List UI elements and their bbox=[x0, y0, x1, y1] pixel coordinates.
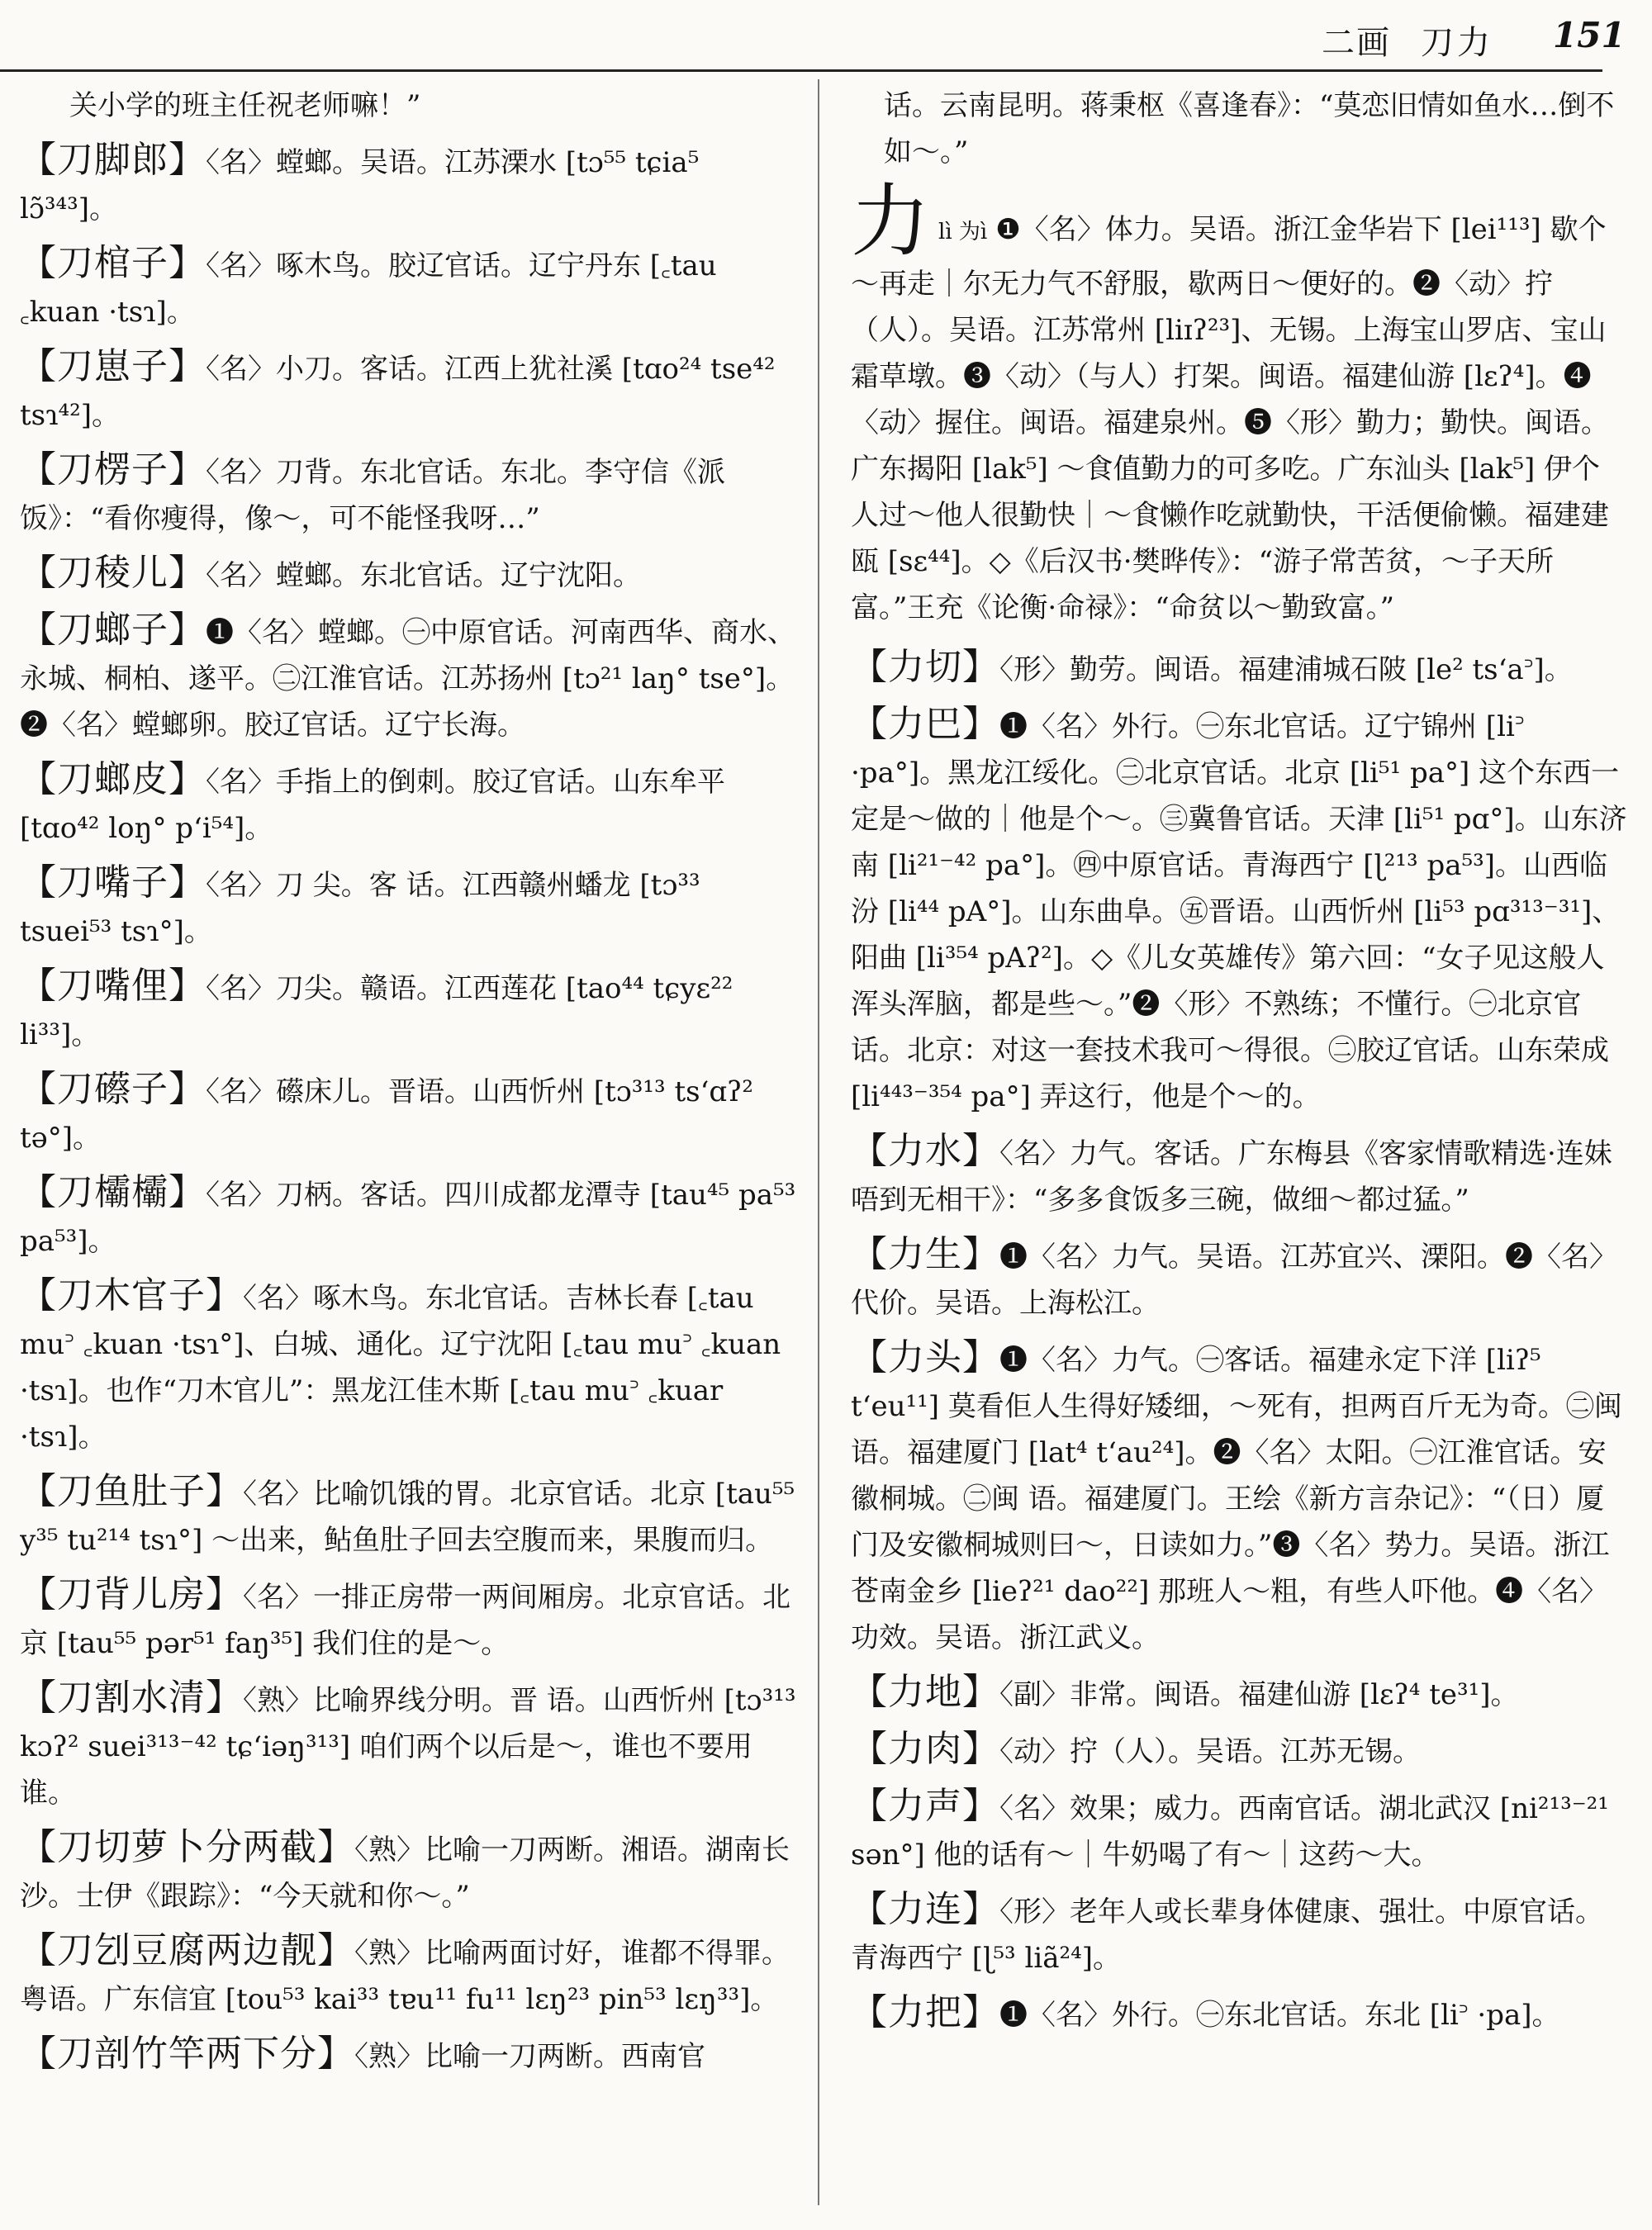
dictionary-entry bbox=[20, 1675, 796, 1816]
dictionary-entry bbox=[851, 1669, 1627, 1718]
entry-headword: 【力水】 bbox=[851, 1130, 999, 1172]
dictionary-entry bbox=[851, 1886, 1627, 1981]
entry-headword: 【力巴】 bbox=[851, 703, 999, 745]
dictionary-entry bbox=[20, 447, 796, 542]
entry-definition: 〈名〉刀柄。客话。四川成都龙潭寺 [tau⁴⁵ pa⁵³ pa⁵³]。 bbox=[20, 1179, 796, 1258]
dictionary-entry bbox=[20, 1273, 796, 1460]
entry-headword: 【刀螂皮】 bbox=[20, 758, 206, 800]
entry-headword: 【力连】 bbox=[851, 1888, 999, 1930]
entry-headword: 【刀稜儿】 bbox=[20, 552, 206, 594]
entry-definition: 〈名〉礤床儿。晋语。山西忻州 [tɔ³¹³ ts‘ɑʔ² tə°]。 bbox=[20, 1075, 754, 1155]
entry-headword: 【刀刉豆腐两边靓】 bbox=[20, 1929, 354, 1971]
entry-headword: 【刀切萝卜分两截】 bbox=[20, 1826, 354, 1868]
entry-headword: 【刀割水清】 bbox=[20, 1677, 243, 1719]
entry-definition: 〈动〉拧（人）。吴语。江苏无锡。 bbox=[999, 1735, 1421, 1768]
dictionary-entry bbox=[20, 757, 796, 852]
left-column bbox=[20, 76, 796, 2222]
entry-definition: 〈形〉勤劳。闽语。福建浦城石陂 [le² ts‘a꜄]。 bbox=[999, 653, 1573, 686]
header-section: 二画 bbox=[1322, 24, 1391, 62]
entry-headword: 【刀崽子】 bbox=[20, 345, 206, 387]
entry-definition: ❶〈名〉力气。吴语。江苏宜兴、溧阳。❷〈名〉代价。吴语。上海松江。 bbox=[851, 1241, 1617, 1320]
dictionary-entry bbox=[851, 1726, 1627, 1775]
entry-headword: 【力地】 bbox=[851, 1671, 999, 1713]
header-rule bbox=[0, 69, 1602, 72]
entry-definition: 〈名〉效果；威力。西南官话。湖北武汉 [ni²¹³⁻²¹ sən°] 他的话有～｜牛奶喝了有～｜这药～大。 bbox=[851, 1792, 1609, 1872]
page-number: 151 bbox=[1553, 15, 1626, 55]
dictionary-entry bbox=[851, 1335, 1627, 1661]
entry-definition: ❶〈名〉力气。㊀客话。福建永定下洋 [liʔ⁵ t‘eu¹¹] 莫看佢人生得好矮细，～死有，担两百斤无为奇。㊁闽语。福建厦门 [lat⁴ t‘au²⁴]。❷〈名〉太阳。㊀江淮官话。安徽桐城。㊁闽 语。福建厦门。王绘《新方言杂记》：“（日）厦门及安徽桐城则曰～，日读如力。”❸〈名〉势力。吴语。浙江苍南金乡 [lieʔ²¹ dao²²] 那班人～粗，有些人吓他。❹〈名〉功效。吴语。浙江武义。 bbox=[851, 1344, 1622, 1654]
character-definition: ❶〈名〉体力。吴语。浙江金华岩下 [lei¹¹³] 歇个～再走｜尔无力气不舒服，歇两日～便好的。❷〈动〉拧（人）。吴语。江苏常州 [liɪʔ²³]、无锡。上海宝山罗店、宝山霜草墩。❸〈动〉（与人）打架。闽语。福建仙游 [lɛʔ⁴]。❹〈动〉握住。闽语。福建泉州。❺〈形〉勤力；勤快。闽语。广东揭阳 [lak⁵] ～食值勤力的可多吃。广东汕头 [lak⁵] 伊个人过～他人很勤快｜～食懒作吃就勤快，干活便偷懒。福建建瓯 [sɛ⁴⁴]。◇《后汉书·樊晔传》：“游子常苦贫，～子天所富。”王充《论衡·命禄》：“命贫以～勤致富。” bbox=[851, 213, 1609, 624]
dictionary-entry bbox=[20, 1170, 796, 1264]
entry-definition: 〈名〉刀尖。赣语。江西莲花 [tao⁴⁴ tɕyɛ²² li³³]。 bbox=[20, 972, 733, 1051]
entry-definition: 〈熟〉比喻界线分明。晋 语。山西忻州 [tɔ³¹³ kɔʔ² suei³¹³⁻⁴² tɕ‘iəŋ³¹³] 咱们两个以后是～，谁也不要用谁。 bbox=[20, 1684, 796, 1810]
left-entry-list bbox=[20, 137, 796, 2080]
entry-definition: 〈名〉啄木鸟。东北官话。吉林长春 [꜀tau mu꜄ ꜀kuan ·tsɿ°]、白城、通化。辽宁沈阳 [꜀tau mu꜄ ꜀kuan ·tsɿ]。也作“刀木官儿”：黑龙江佳木斯 [꜀tau mu꜄ ꜀kuar ·tsɿ]。 bbox=[20, 1282, 781, 1454]
dictionary-entry bbox=[851, 1231, 1627, 1326]
entry-definition: 〈名〉螳螂。吴语。江苏溧水 [tɔ⁵⁵ tɕia⁵ lɔ̃³⁴³]。 bbox=[20, 146, 700, 225]
column-divider bbox=[818, 79, 819, 2205]
entry-definition: 〈熟〉比喻一刀两断。西南官 bbox=[354, 2040, 705, 2073]
dictionary-entry bbox=[20, 1066, 796, 1161]
dictionary-entry bbox=[20, 344, 796, 439]
entry-headword: 【刀鱼肚子】 bbox=[20, 1470, 243, 1512]
entry-headword: 【刀棺子】 bbox=[20, 242, 206, 284]
dictionary-entry bbox=[20, 1928, 796, 2023]
dictionary-entry bbox=[20, 607, 796, 748]
entry-headword: 【刀脚郎】 bbox=[20, 139, 206, 181]
character-headword: 力 bbox=[851, 175, 930, 268]
dictionary-entry bbox=[20, 1572, 796, 1667]
entry-definition: 〈熟〉比喻两面讨好，谁都不得罪。粤语。广东信宜 [tou⁵³ kai³³ tɐu¹¹ fu¹¹ lɛŋ²³ pin⁵³ lɛŋ³³]。 bbox=[20, 1937, 790, 2016]
running-head bbox=[0, 0, 1652, 76]
continuation-text: 关小学的班主任祝老师嘛！” bbox=[69, 89, 421, 122]
entry-headword: 【刀楞子】 bbox=[20, 448, 206, 491]
dictionary-entry bbox=[20, 550, 796, 599]
entry-headword: 【刀螂子】 bbox=[20, 609, 206, 651]
entry-definition: ❶〈名〉外行。㊀东北官话。东北 [li꜄ ·pa]。 bbox=[999, 1999, 1560, 2032]
dictionary-entry bbox=[851, 701, 1627, 1120]
entry-headword: 【刀木官子】 bbox=[20, 1274, 243, 1317]
entry-definition: 〈名〉比喻饥饿的胃。北京官话。北京 [tau⁵⁵ y³⁵ tu²¹⁴ tsɿ°] ～出来，鲇鱼肚子回去空腹而来，果腹而归。 bbox=[20, 1478, 795, 1557]
dictionary-entry bbox=[851, 1128, 1627, 1223]
entry-definition: 〈名〉刀背。东北官话。东北。李守信《派饭》：“看你瘦得，像～，可不能怪我呀…” bbox=[20, 456, 725, 535]
entry-definition: 〈熟〉比喻一刀两断。湘语。湖南长沙。士伊《跟踪》：“今天就和你～。” bbox=[20, 1834, 790, 1913]
entry-definition: 〈名〉力气。客话。广东梅县《客家情歌精选·连妹唔到无相干》：“多多食饭多三碗，做细～都过猛。” bbox=[851, 1137, 1612, 1217]
dictionary-entry bbox=[851, 1783, 1627, 1878]
dictionary-entry bbox=[20, 963, 796, 1058]
entry-headword: 【力生】 bbox=[851, 1233, 999, 1275]
dictionary-entry bbox=[20, 240, 796, 335]
entry-headword: 【刀嘴子】 bbox=[20, 861, 206, 904]
character-phonetic: lì 为ì bbox=[938, 220, 988, 244]
dictionary-entry bbox=[851, 1990, 1627, 2038]
entry-definition: 〈名〉小刀。客话。江西上犹社溪 [tɑo²⁴ tse⁴² tsɿ⁴²]。 bbox=[20, 353, 776, 432]
entry-headword: 【刀背儿房】 bbox=[20, 1573, 243, 1616]
dictionary-entry bbox=[20, 137, 796, 232]
right-column bbox=[851, 76, 1627, 2222]
entry-headword: 【刀欛欛】 bbox=[20, 1171, 206, 1213]
dictionary-entry bbox=[20, 2031, 796, 2080]
entry-headword: 【力声】 bbox=[851, 1785, 999, 1827]
dictionary-entry bbox=[20, 1468, 796, 1563]
entry-headword: 【力肉】 bbox=[851, 1728, 999, 1770]
entry-headword: 【刀剖竹竿两下分】 bbox=[20, 2033, 354, 2075]
entry-headword: 【力切】 bbox=[851, 646, 999, 688]
entry-headword: 【刀礤子】 bbox=[20, 1068, 206, 1110]
header-chars: 刀力 bbox=[1421, 24, 1493, 62]
character-entry bbox=[851, 175, 1627, 631]
entry-headword: 【刀嘴俚】 bbox=[20, 965, 206, 1007]
entry-definition: 〈形〉老年人或长辈身体健康、强壮。中原官话。青海西宁 [ɭ⁵³ liã²⁴]。 bbox=[851, 1896, 1603, 1975]
entry-definition: ❶〈名〉螳螂。㊀中原官话。河南西华、商水、永城、桐柏、遂平。㊁江淮官话。江苏扬州 [tɔ²¹ laŋ° tse°]。❷〈名〉螳螂卵。胶辽官话。辽宁长海。 bbox=[20, 616, 795, 742]
dictionary-entry bbox=[20, 860, 796, 955]
entry-definition: ❶〈名〉外行。㊀东北官话。辽宁锦州 [li꜄ ·pa°]。黑龙江绥化。㊁北京官话。北京 [li⁵¹ pa°] 这个东西一定是～做的｜他是个～。㊂冀鲁官话。天津 [li⁵¹ pɑ°]。山东济南 [li²¹⁻⁴² pa°]。㊃中原官话。青海西宁 [ɭ²¹³ pa⁵³]。山西临汾 [li⁴⁴ pA°]。山东曲阜。㊄晋语。山西忻州 [li⁵³ pɑ³¹³⁻³¹]、阳曲 [li³⁵⁴ pAʔ²]。◇《儿女英雄传》第六回：“女子见这般人浑头浑脑，都是些～。”❷〈形〉不熟练；不懂行。㊀北京官话。北京：对这一套技术我可～得很。㊁胶辽官话。山东荣成 [li⁴⁴³⁻³⁵⁴ pa°] 弄这行，他是个～的。 bbox=[851, 710, 1627, 1113]
entry-definition: 〈名〉啄木鸟。胶辽官话。辽宁丹东 [꜀tau ꜀kuan ·tsɿ]。 bbox=[20, 249, 717, 329]
entry-definition: 〈名〉刀 尖。客 话。江西赣州蟠龙 [tɔ³³ tsuei⁵³ tsɿ°]。 bbox=[20, 869, 700, 948]
entry-definition: 〈名〉一排正房带一两间厢房。北京官话。北京 [tau⁵⁵ pər⁵¹ faŋ³⁵] 我们住的是～。 bbox=[20, 1581, 790, 1660]
right-entry-list bbox=[851, 644, 1627, 2038]
dictionary-entry bbox=[851, 644, 1627, 693]
dictionary-entry bbox=[20, 1824, 796, 1919]
entry-definition: 〈名〉手指上的倒刺。胶辽官话。山东牟平 [tɑo⁴² loŋ° p‘i⁵⁴]。 bbox=[20, 766, 725, 845]
entry-definition: 〈副〉非常。闽语。福建仙游 [lɛʔ⁴ te³¹]。 bbox=[999, 1678, 1519, 1711]
continuation-text: 话。云南昆明。蒋秉枢《喜逢春》：“莫恋旧情如鱼水…倒不如～。” bbox=[884, 89, 1615, 168]
entry-definition: 〈名〉螳螂。东北官话。辽宁沈阳。 bbox=[206, 559, 641, 592]
entry-headword: 【力把】 bbox=[851, 1991, 999, 2033]
entry-headword: 【力头】 bbox=[851, 1336, 999, 1378]
